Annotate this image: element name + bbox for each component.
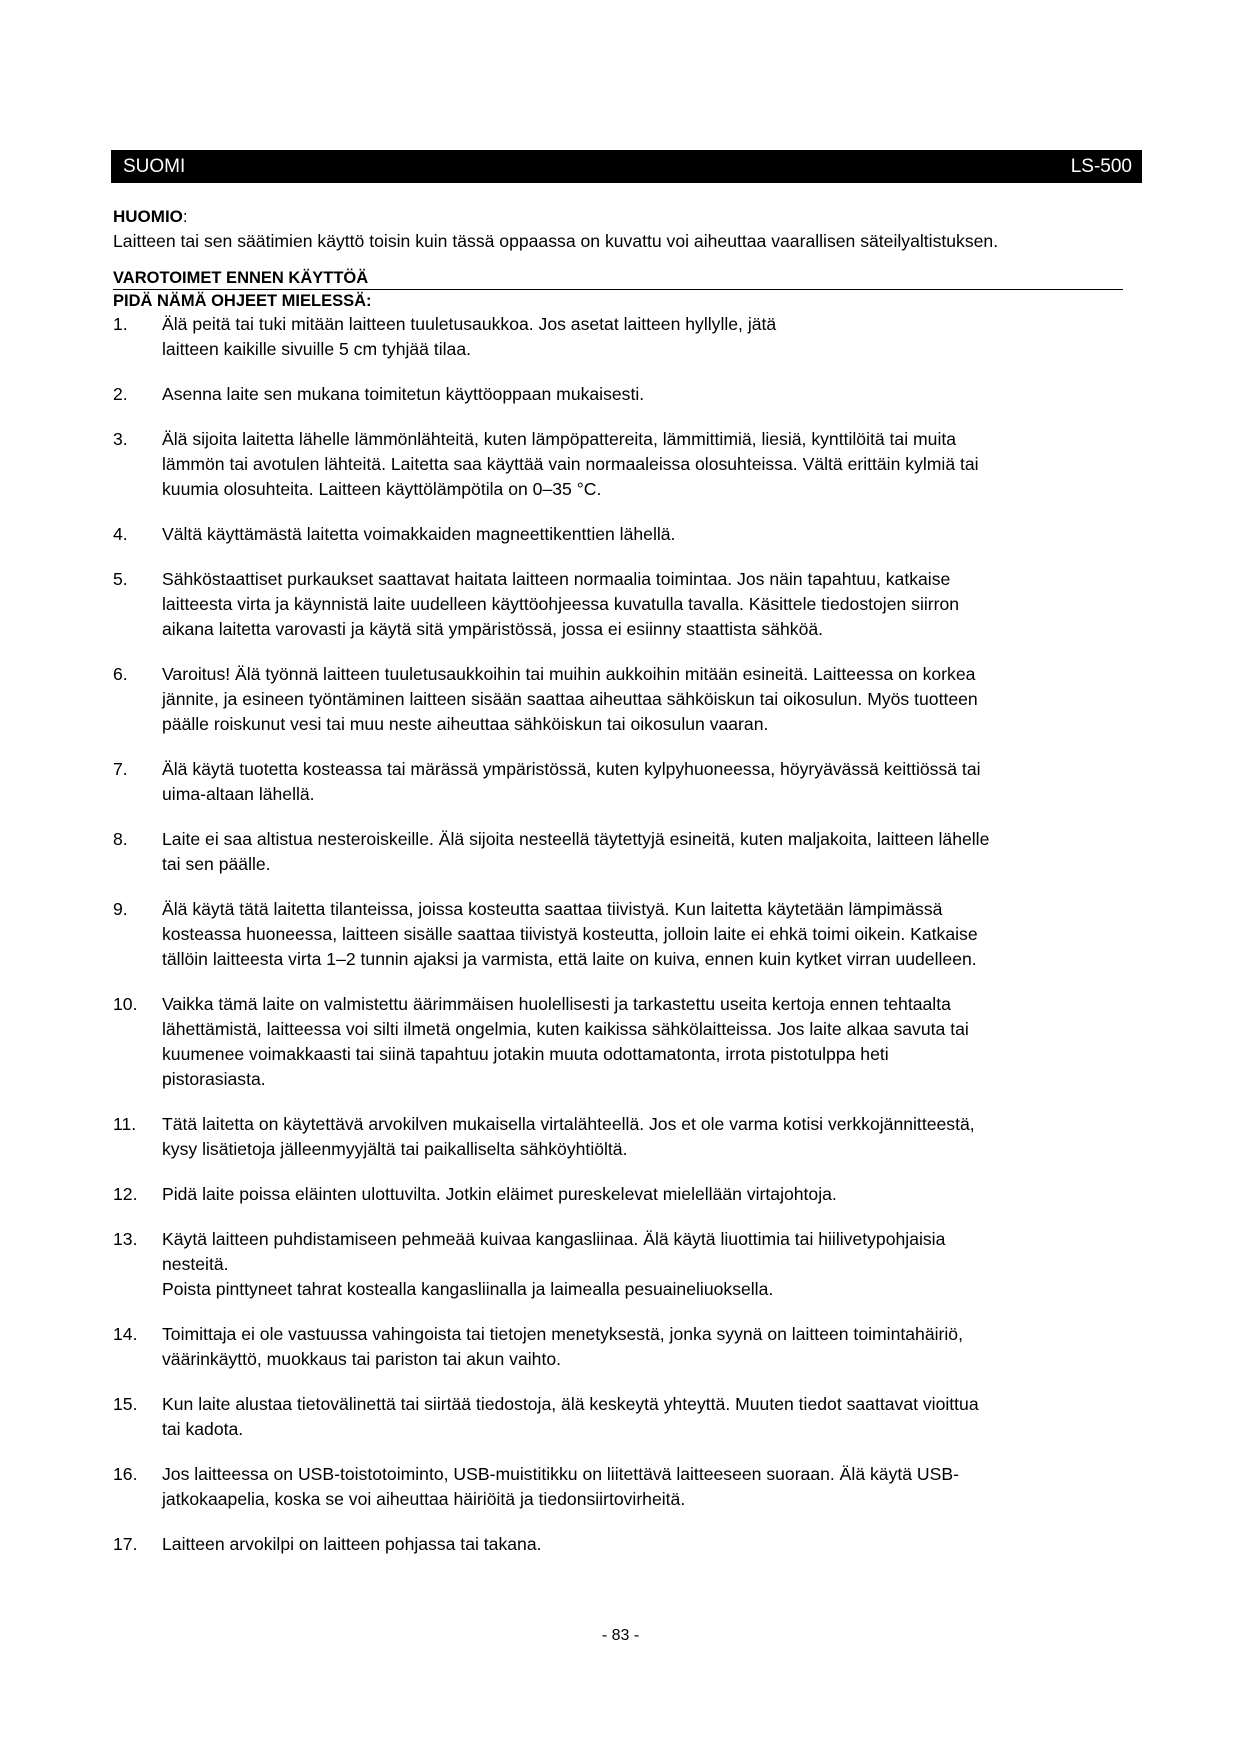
list-item-number: 8. bbox=[113, 829, 128, 849]
list-item-line: Varoitus! Älä työnnä laitteen tuuletusaukkoihin tai muihin aukkoihin mitään esineitä. Laitteessa on korkea bbox=[162, 664, 976, 684]
list-item-line: aikana laitetta varovasti ja käytä sitä ympäristössä, jossa ei esiinny staattista sähköä. bbox=[162, 619, 824, 639]
list-item-text bbox=[162, 382, 1123, 407]
list-item-line: laitteen kaikille sivuille 5 cm tyhjää tilaa. bbox=[162, 339, 472, 359]
list-item-number: 6. bbox=[113, 664, 128, 684]
list-item-line: laitteesta virta ja käynnistä laite uudelleen käyttöohjeessa kuvatulla tavalla. Käsittele tiedostojen siirron bbox=[162, 594, 960, 614]
list-item-text bbox=[162, 1462, 1123, 1512]
list-item-line: väärinkäyttö, muokkaus tai pariston tai akun vaihto. bbox=[162, 1349, 562, 1369]
list-item-line: lämmön tai avotulen lähteitä. Laitetta saa käyttää vain normaaleissa olosuhteissa. Vältä erittäin kylmiä tai bbox=[162, 454, 979, 474]
list-item-number: 10. bbox=[113, 994, 138, 1014]
list-item-line: kysy lisätietoja jälleenmyyjältä tai paikalliselta sähköyhtiöltä. bbox=[162, 1139, 628, 1159]
list-item-number: 9. bbox=[113, 899, 128, 919]
list-item-line: Toimittaja ei ole vastuussa vahingoista tai tietojen menetyksestä, jonka syynä on laitteen toimintahäiriö, bbox=[162, 1324, 963, 1344]
list-item bbox=[113, 567, 1123, 642]
section-subheading: PIDÄ NÄMÄ OHJEET MIELESSÄ: bbox=[113, 292, 372, 310]
list-item-number: 16. bbox=[113, 1464, 138, 1484]
list-item-text bbox=[162, 757, 1123, 807]
section-heading: VAROTOIMET ENNEN KÄYTTÖÄ bbox=[113, 267, 1123, 290]
list-item-line: tai kadota. bbox=[162, 1419, 244, 1439]
notice-title: HUOMIO: bbox=[113, 207, 188, 226]
list-item-line: Kun laite alustaa tietovälinettä tai siirtää tiedostoja, älä keskeytä yhteyttä. Muuten tiedot saattavat vioittua bbox=[162, 1394, 979, 1414]
list-item-line: Älä peitä tai tuki mitään laitteen tuuletusaukkoa. Jos asetat laitteen hyllylle, jätä bbox=[162, 314, 777, 334]
list-item-number: 5. bbox=[113, 569, 128, 589]
list-item-line: Vaikka tämä laite on valmistettu äärimmäisen huolellisesti ja tarkastettu useita kertoja ennen tehtaalta bbox=[162, 994, 951, 1014]
header-bar bbox=[111, 150, 1142, 183]
list-item-line: Tätä laitetta on käytettävä arvokilven mukaisella virtalähteellä. Jos et ole varma kotisi verkkojännitteestä, bbox=[162, 1114, 975, 1134]
list-item-line: Vältä käyttämästä laitetta voimakkaiden magneettikenttien lähellä. bbox=[162, 524, 676, 544]
list-item-line: päälle roiskunut vesi tai muu neste aiheuttaa sähköiskun tai oikosulun vaaran. bbox=[162, 714, 769, 734]
list-item bbox=[113, 757, 1123, 807]
language-label: SUOMI bbox=[123, 155, 186, 177]
list-item-line: Jos laitteessa on USB-toistotoiminto, USB-muistitikku on liitettävä laitteeseen suoraan. Älä käytä USB- bbox=[162, 1464, 959, 1484]
list-item-line: Älä käytä tuotetta kosteassa tai märässä ympäristössä, kuten kylpyhuoneessa, höyryävässä keittiössä tai bbox=[162, 759, 981, 779]
list-item-number: 15. bbox=[113, 1394, 138, 1414]
list-item bbox=[113, 1322, 1123, 1372]
list-item-line: jännite, ja esineen työntäminen laitteen sisään saattaa aiheuttaa sähköiskun tai oikosulun. Myös tuotteen bbox=[162, 689, 978, 709]
notice-text: Laitteen tai sen säätimien käyttö toisin kuin tässä oppaassa on kuvattu voi aiheuttaa vaarallisen säteilyaltistuksen. bbox=[113, 231, 999, 251]
list-item bbox=[113, 992, 1123, 1092]
list-item-line: Laite ei saa altistua nesteroiskeille. Älä sijoita nesteellä täytettyjä esineitä, kuten maljakoita, laitteen lähelle bbox=[162, 829, 990, 849]
list-item-text bbox=[162, 312, 1123, 362]
list-item-text bbox=[162, 1392, 1123, 1442]
list-item bbox=[113, 1182, 1123, 1207]
list-item-line: Käytä laitteen puhdistamiseen pehmeää kuivaa kangasliinaa. Älä käytä liuottimia tai hiilivetypohjaisia bbox=[162, 1229, 946, 1249]
list-item-number: 4. bbox=[113, 524, 128, 544]
safety-instructions-list bbox=[113, 312, 1123, 1557]
list-item-line: Laitteen arvokilpi on laitteen pohjassa tai takana. bbox=[162, 1534, 542, 1554]
list-item bbox=[113, 1392, 1123, 1442]
list-item bbox=[113, 827, 1123, 877]
list-item-text bbox=[162, 1532, 1123, 1557]
list-item-number: 11. bbox=[113, 1114, 137, 1134]
list-item-line: kuumenee voimakkaasti tai siinä tapahtuu jotakin muuta odottamatonta, irrota pistotulppa heti bbox=[162, 1044, 889, 1064]
list-item-line: tällöin laitteesta virta 1–2 tunnin ajaksi ja varmista, että laite on kuiva, ennen kuin kytket virran uudelleen. bbox=[162, 949, 977, 969]
list-item bbox=[113, 897, 1123, 972]
list-item-number: 3. bbox=[113, 429, 128, 449]
list-item-number: 12. bbox=[113, 1184, 138, 1204]
list-item-line: Älä käytä tätä laitetta tilanteissa, joissa kosteutta saattaa tiivistyä. Kun laitetta käytetään lämpimässä bbox=[162, 899, 943, 919]
list-item-line: Poista pinttyneet tahrat kostealla kangasliinalla ja laimealla pesuaineliuoksella. bbox=[162, 1279, 774, 1299]
list-item-text bbox=[162, 427, 1123, 502]
list-item-line: nesteitä. bbox=[162, 1254, 229, 1274]
page-number: - 83 - bbox=[601, 1627, 640, 1644]
list-item-line: Asenna laite sen mukana toimitetun käyttöoppaan mukaisesti. bbox=[162, 384, 645, 404]
list-item bbox=[113, 522, 1123, 547]
list-item-number: 7. bbox=[113, 759, 128, 779]
list-item-line: pistorasiasta. bbox=[162, 1069, 266, 1089]
list-item-text bbox=[162, 897, 1123, 972]
list-item bbox=[113, 1112, 1123, 1162]
list-item bbox=[113, 382, 1123, 407]
list-item bbox=[113, 662, 1123, 737]
list-item bbox=[113, 312, 1123, 362]
list-item-line: kuumia olosuhteita. Laitteen käyttölämpötila on 0–35 °C. bbox=[162, 479, 602, 499]
model-label: LS-500 bbox=[1070, 155, 1132, 177]
list-item-text bbox=[162, 1322, 1123, 1372]
list-item-text bbox=[162, 567, 1123, 642]
list-item-number: 1. bbox=[113, 314, 128, 334]
document-body bbox=[113, 205, 1123, 1577]
list-item-text bbox=[162, 827, 1123, 877]
list-item-number: 2. bbox=[113, 384, 128, 404]
list-item bbox=[113, 1227, 1123, 1302]
list-item-line: kosteassa huoneessa, laitteen sisälle saattaa tiivistyä kosteutta, jolloin laite ei ehkä toimi oikein. Katkaise bbox=[162, 924, 978, 944]
list-item-text bbox=[162, 522, 1123, 547]
list-item bbox=[113, 1532, 1123, 1557]
list-item bbox=[113, 1462, 1123, 1512]
list-item-line: Älä sijoita laitetta lähelle lämmönlähteitä, kuten lämpöpattereita, lämmittimiä, liesiä, kynttilöitä tai muita bbox=[162, 429, 957, 449]
list-item-number: 13. bbox=[113, 1229, 138, 1249]
list-item-text bbox=[162, 992, 1123, 1092]
list-item bbox=[113, 427, 1123, 502]
list-item-text bbox=[162, 662, 1123, 737]
list-item-number: 17. bbox=[113, 1534, 138, 1554]
list-item-line: uima-altaan lähellä. bbox=[162, 784, 315, 804]
list-item-line: tai sen päälle. bbox=[162, 854, 271, 874]
list-item-line: Pidä laite poissa eläinten ulottuvilta. Jotkin eläimet pureskelevat mielellään virtajohtoja. bbox=[162, 1184, 837, 1204]
list-item-text bbox=[162, 1227, 1123, 1302]
list-item-line: Sähköstaattiset purkaukset saattavat haitata laitteen normaalia toimintaa. Jos näin tapahtuu, katkaise bbox=[162, 569, 951, 589]
list-item-line: jatkokaapelia, koska se voi aiheuttaa häiriöitä ja tiedonsiirtovirheitä. bbox=[162, 1489, 686, 1509]
list-item-text bbox=[162, 1182, 1123, 1207]
list-item-line: lähettämistä, laitteessa voi silti ilmetä ongelmia, kuten kaikissa sähkölaitteissa. Jos laite alkaa savuta tai bbox=[162, 1019, 969, 1039]
list-item-number: 14. bbox=[113, 1324, 138, 1344]
list-item-text bbox=[162, 1112, 1123, 1162]
